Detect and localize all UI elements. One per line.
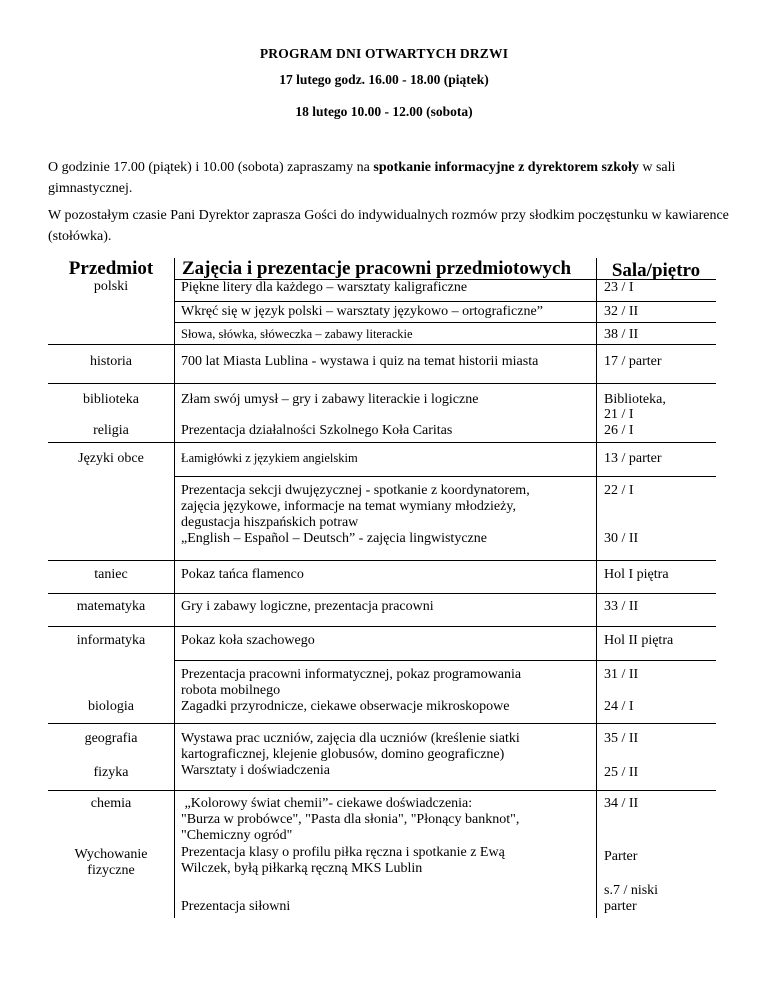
schedule-saturday: 18 lutego 10.00 - 12.00 (sobota)	[295, 104, 473, 119]
activity-cell: Piękne litery dla każdego – warsztaty kaligraficzne	[181, 280, 468, 295]
subject-chemia: chemia	[90, 796, 132, 811]
room-cell: Hol II piętra	[604, 633, 674, 648]
column-header-subject: Przedmiot	[68, 258, 154, 279]
activity-cell: „Kolorowy świat chemii”- ciekawe doświadczenia:	[181, 796, 473, 811]
room-cell: 22 / I	[604, 483, 634, 498]
room-cell: 23 / I	[604, 280, 634, 295]
room-cell: 24 / I	[604, 699, 634, 714]
activity-cell: Prezentacja siłowni	[181, 899, 291, 914]
activity-cell: "Burza w probówce", "Pasta dla słonia", "Płonący banknot",	[181, 812, 520, 827]
activity-cell: Zagadki przyrodnicze, ciekawe obserwacje mikroskopowe	[181, 699, 510, 714]
subject-biblioteka: biblioteka	[83, 392, 139, 407]
row-divider	[48, 442, 716, 443]
activity-cell: degustacja hiszpańskich potraw	[181, 515, 359, 530]
row-divider	[48, 626, 716, 627]
activity-cell: Wilczek, byłą piłkarką ręczną MKS Lublin	[181, 861, 423, 876]
document-title: PROGRAM DNI OTWARTYCH DRZWI	[259, 46, 509, 61]
room-cell: 31 / II	[604, 667, 639, 682]
room-cell: 34 / II	[604, 796, 639, 811]
subject-historia: historia	[90, 354, 132, 369]
row-divider	[174, 476, 716, 477]
column-divider	[174, 258, 175, 918]
activity-cell: Złam swój umysł – gry i zabawy literackie i logiczne	[181, 392, 479, 407]
subject-informatyka: informatyka	[76, 633, 146, 648]
room-cell: Biblioteka,	[604, 392, 666, 407]
subject-matematyka: matematyka	[76, 599, 146, 614]
intro-paragraph-2: W pozostałym czasie Pani Dyrektor zaprasza Gości do indywidualnych rozmów przy słodkim poczęstunku w kawiarence (stołówka).	[48, 208, 729, 244]
activity-cell: 700 lat Miasta Lublina - wystawa i quiz na temat historii miasta	[181, 354, 539, 369]
activity-cell: Warsztaty i doświadczenia	[181, 763, 330, 778]
activity-cell: Gry i zabawy logiczne, prezentacja pracowni	[181, 599, 434, 614]
row-divider	[48, 593, 716, 594]
room-cell: 32 / II	[604, 304, 639, 319]
activity-cell: „English – Español – Deutsch” - zajęcia lingwistyczne	[181, 531, 487, 546]
room-cell: 21 / I	[604, 407, 634, 422]
activity-cell: Pokaz tańca flamenco	[181, 567, 304, 582]
room-cell: s.7 / niski	[604, 883, 659, 898]
row-divider	[48, 790, 716, 791]
activity-cell: Łamigłówki z językiem angielskim	[181, 451, 358, 465]
activity-cell: "Chemiczny ogród"	[181, 828, 293, 843]
row-divider	[48, 560, 716, 561]
room-cell: 38 / II	[604, 327, 639, 342]
activity-cell: Prezentacja pracowni informatycznej, pokaz programowania	[181, 667, 522, 682]
activity-cell: Pokaz koła szachowego	[181, 633, 315, 648]
activity-cell: Prezentacja działalności Szkolnego Koła Caritas	[181, 423, 453, 438]
subject-fizyka: fizyka	[93, 765, 129, 780]
room-cell: Hol I piętra	[604, 567, 669, 582]
subject-biologia: biologia	[88, 699, 134, 714]
activity-cell: Słowa, słówka, słóweczka – zabawy literackie	[181, 327, 413, 341]
row-divider	[174, 660, 716, 661]
activity-cell: Wystawa prac uczniów, zajęcia dla uczniów (kreślenie siatki	[181, 731, 520, 746]
subject-polski: polski	[93, 279, 129, 294]
column-header-activities: Zajęcia i prezentacje pracowni przedmiotowych	[182, 258, 572, 279]
subject-jezyki-obce: Języki obce	[78, 451, 144, 466]
activity-cell: Wkręć się w język polski – warsztaty językowo – ortograficzne”	[181, 304, 543, 319]
room-cell: 13 / parter	[604, 451, 662, 466]
schedule-friday: 17 lutego godz. 16.00 - 18.00 (piątek)	[279, 72, 489, 87]
room-cell: 17 / parter	[604, 354, 662, 369]
intro-paragraph-1: O godzinie 17.00 (piątek) i 10.00 (sobota) zapraszamy na spotkanie informacyjne z dyrektorem szkoły w sali gimnastycznej.	[48, 160, 676, 196]
subject-wf: Wychowanie	[74, 847, 148, 862]
intro-bold-phrase: spotkanie informacyjne z dyrektorem szkoły	[373, 160, 639, 175]
row-divider	[48, 383, 716, 384]
subject-wf-line2: fizyczne	[87, 863, 135, 878]
room-cell: parter	[604, 899, 637, 914]
row-divider	[48, 723, 716, 724]
column-divider	[596, 258, 597, 918]
subject-religia: religia	[93, 423, 129, 438]
activity-cell: Prezentacja klasy o profilu piłka ręczna i spotkanie z Ewą	[181, 845, 505, 860]
subject-geografia: geografia	[84, 731, 138, 746]
row-divider	[174, 301, 716, 302]
column-header-room: Sala/piętro	[611, 260, 701, 281]
room-cell: 25 / II	[604, 765, 639, 780]
room-cell: 30 / II	[604, 531, 639, 546]
room-cell: 33 / II	[604, 599, 639, 614]
row-divider	[174, 322, 716, 323]
activity-cell: kartograficznej, klejenie globusów, domino geograficzne)	[181, 747, 505, 762]
subject-taniec: taniec	[94, 567, 128, 582]
room-cell: Parter	[604, 849, 638, 864]
row-divider	[48, 344, 716, 345]
activity-cell: robota mobilnego	[181, 683, 281, 698]
activity-cell: zajęcia językowe, informacje na temat wymiany młodzieży,	[181, 499, 516, 514]
room-cell: 26 / I	[604, 423, 634, 438]
activity-cell: Prezentacja sekcji dwujęzycznej - spotkanie z koordynatorem,	[181, 483, 530, 498]
room-cell: 35 / II	[604, 731, 639, 746]
